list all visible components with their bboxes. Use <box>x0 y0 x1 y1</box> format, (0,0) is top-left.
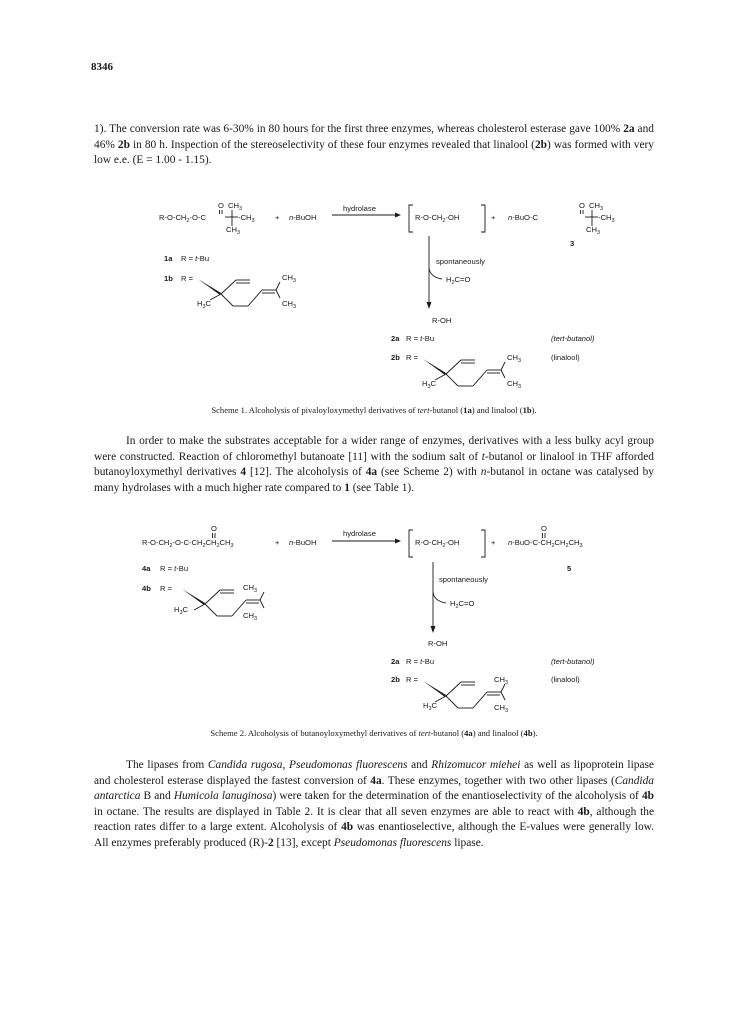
n-butanol: n-BuOH <box>289 213 317 222</box>
para3-segment: and <box>407 759 432 771</box>
carbonyl-o-label: O <box>218 201 224 210</box>
para3-segment: The lipases from <box>126 759 208 771</box>
s2-hydrolase-label: hydrolase <box>343 529 376 538</box>
para3-segment: 2 <box>267 836 274 849</box>
ch3-1b-top: $CH_3$ <box>282 273 297 284</box>
ch3-4b-top: $CH_3$ <box>243 583 258 594</box>
para3-segment: was enantioselective, although the E-values were generally low. All enzymes preferably produced (R)- <box>94 821 654 849</box>
caption1-segment: ) and linalool ( <box>471 405 523 415</box>
tert-butanol-label: (tert-butanol) <box>551 334 595 343</box>
caption1-segment: tert <box>417 405 430 415</box>
para2-segment: (see Table 1). <box>349 481 415 494</box>
s2-h3c-2b: $H_3C$ <box>423 701 438 712</box>
para2-segment: -butanol or linalool in THF afforded butanoyloxymethyl derivatives <box>94 450 654 479</box>
para3-segment: Candida rugosa, Pseudomonas fluorescens <box>207 759 408 771</box>
caption2-segment: ) and linalool ( <box>472 728 524 738</box>
para2-segment: 4a <box>365 466 378 479</box>
ch3-bottom-label: $CH_3$ <box>226 225 241 236</box>
s2-tert-butanol-label: (tert-butanol) <box>551 657 595 666</box>
para1-segment: and 46% <box>94 123 655 151</box>
para3-segment: Candida antarctica <box>94 774 654 803</box>
linalool-label: (linalool) <box>551 353 580 362</box>
alcohol-product: R-OH <box>432 316 452 325</box>
paragraph-2 <box>94 434 654 496</box>
ch3-top-label: $CH_3$ <box>228 201 243 212</box>
caption1-segment: 1b <box>522 405 532 415</box>
plus-sign: + <box>275 213 280 222</box>
caption2-segment: Scheme 2. Alcoholysis of butanoyloxymethyl derivatives of <box>210 728 419 738</box>
compound-3-label: 3 <box>570 239 575 248</box>
compound-1b-label: 1b <box>164 274 173 283</box>
para3-segment: in octane. The results are displayed in Table 2. It is clear that all seven enzymes are able to react with <box>94 805 578 818</box>
caption1-segment: Scheme 1. Alcoholysis of pivaloyloxymethyl derivatives of <box>211 405 418 415</box>
s2-alcohol-product: R-OH <box>428 639 448 648</box>
compound-5-label: 5 <box>567 564 572 573</box>
ester-o-label: O <box>579 201 585 210</box>
para2-segment: 4 <box>240 466 247 479</box>
butyl-pivalate: n-BuO-C <box>508 213 538 222</box>
para3-segment: ) were taken for the determination of the enantioselectivity of the alcoholysis of <box>272 790 642 803</box>
s2-plus-2: + <box>491 538 496 547</box>
page-number: 8346 <box>91 61 113 73</box>
para2-segment: 1 <box>344 481 350 494</box>
s2-carbonyl-o: O <box>211 524 217 533</box>
para1-segment: ) was formed with very low e.e. (E = 1.00 - 1.15). <box>94 138 654 167</box>
para3-segment: Pseudomonas fluorescens <box>333 836 452 849</box>
s2-ester-o: O <box>541 524 547 533</box>
compound-4b-label: 4b <box>142 584 151 593</box>
s2-intermediate: $R-O-CH_2-OH$ <box>415 538 460 549</box>
s2-plus: + <box>275 538 280 547</box>
caption1-segment: ). <box>531 405 537 415</box>
compound-1a-label: 1a <box>164 254 173 263</box>
para3-segment: 4b <box>341 821 354 834</box>
ch3-1b-bottom: $CH_3$ <box>282 299 297 310</box>
caption1-segment: -butanol ( <box>429 405 464 415</box>
formaldehyde: $H_2C=O$ <box>446 275 471 286</box>
hemiacetal-intermediate: $R-O-CH_2-OH$ <box>415 213 460 224</box>
para2-segment: n <box>480 466 487 479</box>
h3c-4b: $H_3C$ <box>174 605 189 616</box>
ch3-2b-top: $CH_3$ <box>507 353 522 364</box>
compound-4a-label: 4a <box>142 564 151 573</box>
h3c-1b: $H_3C$ <box>197 299 212 310</box>
r-def-1b: R = <box>181 274 194 283</box>
h3c-2b: $H_3C$ <box>422 379 437 390</box>
r-def-4a: R = t-Bu <box>160 564 189 573</box>
para3-segment: [13], except <box>273 836 334 849</box>
para1-segment: 2a <box>623 123 635 135</box>
scheme-1-caption <box>94 405 654 415</box>
s2-ch3-2b-bottom: $CH_3$ <box>494 703 509 714</box>
reactant-1: $R-O-CH_2-O-C$ <box>159 213 206 224</box>
s2-reactant: $R-O-CH_2-O-C-CH_2CH_2CH_3$ <box>142 538 234 549</box>
r-def-2b: R = <box>406 353 419 362</box>
caption2-segment: tert <box>418 728 431 738</box>
s2-n-butanol: n-BuOH <box>289 538 317 547</box>
s2-spontaneously-label: spontaneously <box>439 575 488 584</box>
compound-2b-label: 2b <box>391 353 400 362</box>
ch3-2b-bottom: $CH_3$ <box>507 379 522 390</box>
s2-r-def-2a: R = t-Bu <box>406 657 435 666</box>
hydrolase-label: hydrolase <box>343 204 376 213</box>
para1-segment: 1). The conversion rate was 6-30% in 80 hours for the first three enzymes, whereas cholesterol esterase gave 100% <box>94 123 624 135</box>
s2-compound-2a-label: 2a <box>391 657 400 666</box>
reactant-1-tail: $-CH_3$ <box>238 213 255 224</box>
para3-segment: B and <box>140 790 174 803</box>
para2-segment: -butanol in octane was catalysed by many hydrolases with a much higher rate compared to <box>94 466 655 494</box>
caption2-segment: ). <box>532 728 538 738</box>
para3-segment: 4a <box>370 774 382 787</box>
s2-formaldehyde: $H_2C=O$ <box>450 599 475 610</box>
para3-segment: 4b <box>641 790 654 803</box>
para3-segment: 4b <box>577 805 590 818</box>
para1-segment: in 80 h. Inspection of the stereoselectivity of these four enzymes revealed that linalool ( <box>129 138 535 151</box>
para2-segment: In order to make the substrates acceptable for a wider range of enzymes, derivatives with a less bulky acyl group were constructed. Reaction of chloromethyl butanoate [11] with the sodium salt of <box>94 435 654 463</box>
compound-2a-label: 2a <box>391 334 400 343</box>
para3-segment: lipase. <box>451 836 484 849</box>
caption2-segment: 4b <box>523 728 533 738</box>
caption2-segment: 4a <box>464 728 473 738</box>
ester-ch3-bottom: $CH_3$ <box>586 225 601 236</box>
r-def-4b: R = <box>160 584 173 593</box>
r-def-1a: R = t-Bu <box>181 254 210 263</box>
scheme-2-caption <box>94 728 654 738</box>
s2-compound-2b-label: 2b <box>391 675 400 684</box>
s2-r-def-2b: R = <box>406 675 419 684</box>
s2-butyl-butanoate: $n-BuO-C-CH_2CH_2CH_3$ <box>508 538 583 549</box>
para3-segment: Rhizomucor miehei <box>431 759 521 771</box>
paragraph-3 <box>94 758 654 852</box>
ch3-4b-bottom: $CH_3$ <box>243 611 258 622</box>
para2-segment: t <box>481 450 485 463</box>
s2-linalool-label: (linalool) <box>551 675 580 684</box>
para2-segment: [12]. The alcoholysis of <box>246 466 366 479</box>
para2-segment: (see Scheme 2) with <box>377 466 481 479</box>
plus-sign-2: + <box>491 213 496 222</box>
para3-segment: , although the reaction rates differ to a large extent. Alcoholysis of <box>94 805 655 834</box>
para3-segment: as well as lipoprotein lipase and cholesterol esterase displayed the fastest conversion of <box>94 759 654 787</box>
ester-ch3-top: $CH_3$ <box>589 201 604 212</box>
caption2-segment: -butanol ( <box>430 728 465 738</box>
r-def-2a: R = t-Bu <box>406 334 435 343</box>
para3-segment: Humicola lanuginosa <box>173 790 273 803</box>
para1-segment: 2b <box>534 138 547 151</box>
caption1-segment: 1a <box>463 405 472 415</box>
ester-tail: $-CH_3$ <box>598 213 615 224</box>
s2-ch3-2b-top: $CH_3$ <box>494 675 509 686</box>
para1-segment: 2b <box>117 138 130 151</box>
spontaneously-label: spontaneously <box>436 257 485 266</box>
para3-segment: . These enzymes, together with two other lipases ( <box>381 774 615 787</box>
